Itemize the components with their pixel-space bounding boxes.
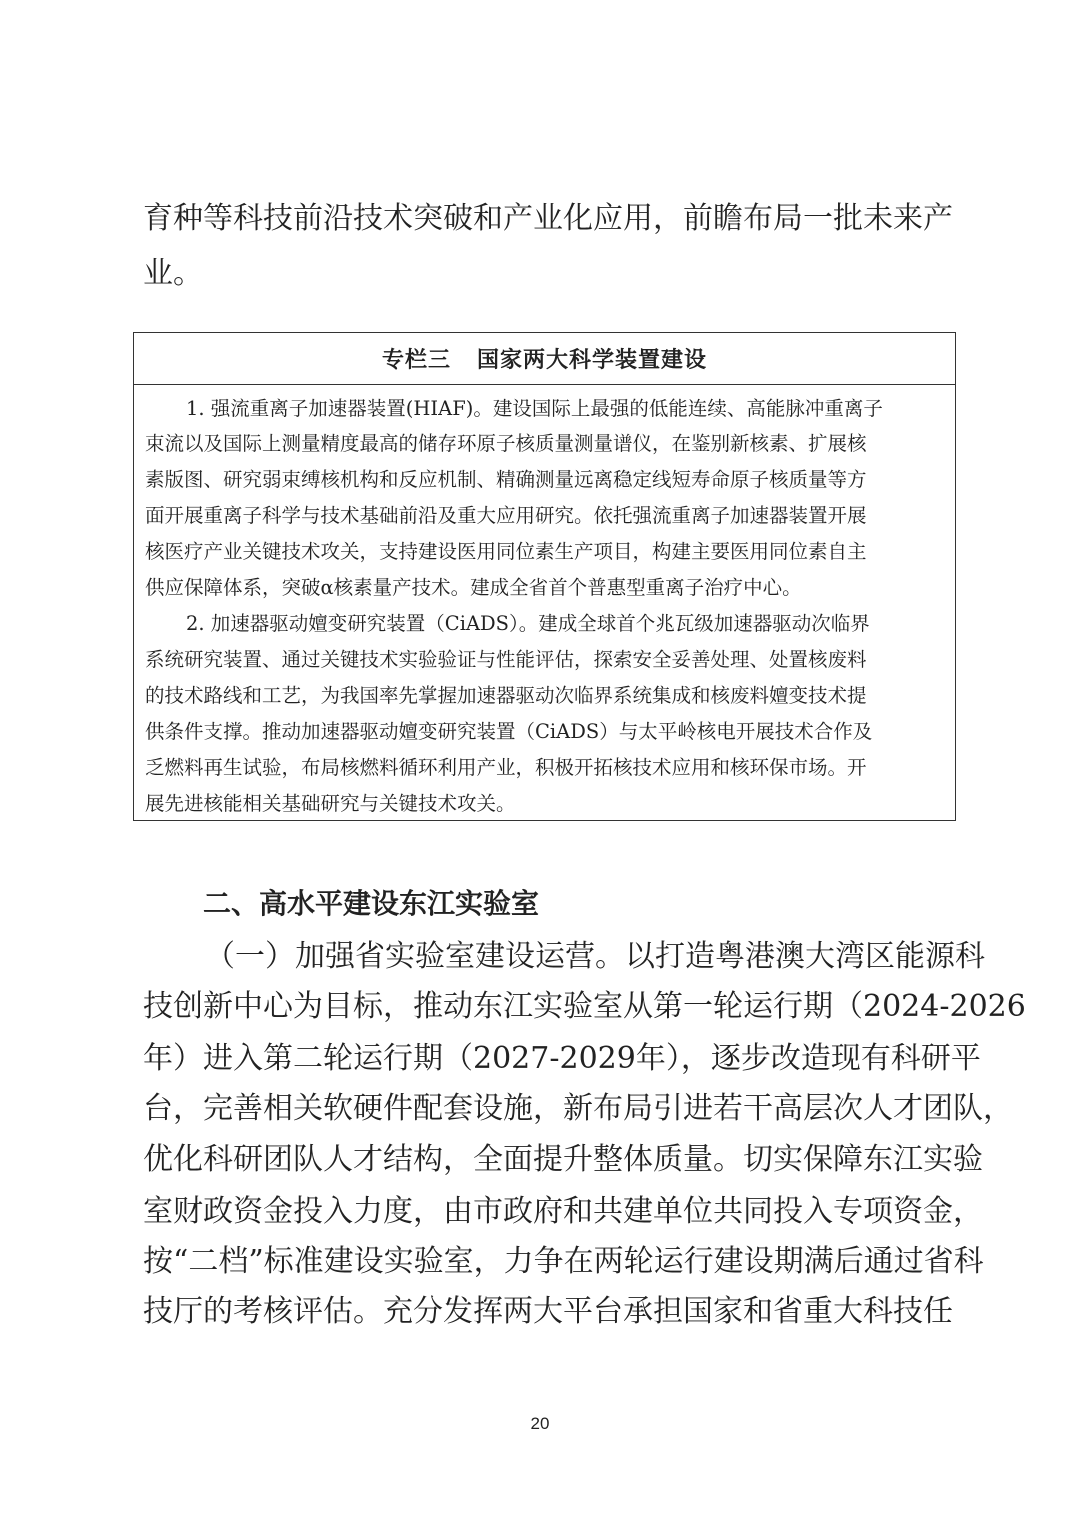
body-line: 技创新中心为目标，推动东江实验室从第一轮运行期（2024-2026 bbox=[143, 989, 1026, 1024]
column-item-line: 的技术路线和工艺，为我国率先掌握加速器驱动次临界系统集成和核废料嬗变技术提 bbox=[145, 684, 867, 707]
page-number: 20 bbox=[530, 1414, 550, 1433]
column-item-line: 乏燃料再生试验，布局核燃料循环利用产业，积极开拓核技术应用和核环保市场。开 bbox=[145, 756, 867, 779]
column-title: 国家两大科学装置建设 bbox=[477, 347, 708, 373]
intro-line: 育种等科技前沿技术突破和产业化应用，前瞻布局一批未来产 bbox=[143, 201, 953, 236]
body-line: 台，完善相关软硬件配套设施，新布局引进若干高层次人才团队， bbox=[143, 1091, 1013, 1126]
section-heading: 二、高水平建设东江实验室 bbox=[203, 887, 540, 920]
column-item-line: 供应保障体系，突破α核素量产技术。建成全省首个普惠型重离子治疗中心。 bbox=[145, 576, 802, 599]
column-item-line: 系统研究装置、通过关键技术实验验证与性能评估，探索安全妥善处理、处置核废料 bbox=[145, 648, 867, 671]
body-line: 技厅的考核评估。充分发挥两大平台承担国家和省重大科技任 bbox=[143, 1294, 953, 1329]
column-item-line: 2. 加速器驱动嬗变研究装置（CiADS）。建成全球首个兆瓦级加速器驱动次临界 bbox=[186, 612, 870, 635]
body-line: 优化科研团队人才结构，全面提升整体质量。切实保障东江实验 bbox=[143, 1142, 983, 1177]
column-item-line: 核医疗产业关键技术攻关，支持建设医用同位素生产项目，构建主要医用同位素自主 bbox=[145, 540, 867, 563]
column-item-line: 面开展重离子科学与技术基础前沿及重大应用研究。依托强流重离子加速器装置开展 bbox=[145, 504, 867, 527]
column-item-line: 供条件支撑。推动加速器驱动嬗变研究装置（CiADS）与太平岭核电开展技术合作及 bbox=[145, 720, 873, 743]
body-line: 年）进入第二轮运行期（2027-2029年），逐步改造现有科研平 bbox=[143, 1041, 981, 1076]
column-item-line: 展先进核能相关基础研究与关键技术攻关。 bbox=[145, 792, 516, 815]
body-line: （一）加强省实验室建设运营。以打造粤港澳大湾区能源科 bbox=[205, 939, 985, 974]
column-item-line: 素版图、研究弱束缚核机构和反应机制、精确测量远离稳定线短寿命原子核质量等方 bbox=[145, 468, 867, 491]
column-box-title bbox=[134, 346, 955, 374]
body-line: 室财政资金投入力度，由市政府和共建单位共同投入专项资金， bbox=[143, 1194, 983, 1229]
column-item-line: 束流以及国际上测量精度最高的储存环原子核质量测量谱仪，在鉴别新核素、扩展核 bbox=[145, 432, 867, 455]
column-number: 专栏三 bbox=[381, 347, 451, 373]
body-line: 按“二档”标准建设实验室，力争在两轮运行建设期满后通过省科 bbox=[143, 1244, 984, 1279]
intro-line: 业。 bbox=[143, 256, 203, 291]
column-item-line: 1. 强流重离子加速器装置(HIAF)。建设国际上最强的低能连续、高能脉冲重离子 bbox=[186, 397, 883, 420]
column-box-header bbox=[134, 333, 955, 385]
